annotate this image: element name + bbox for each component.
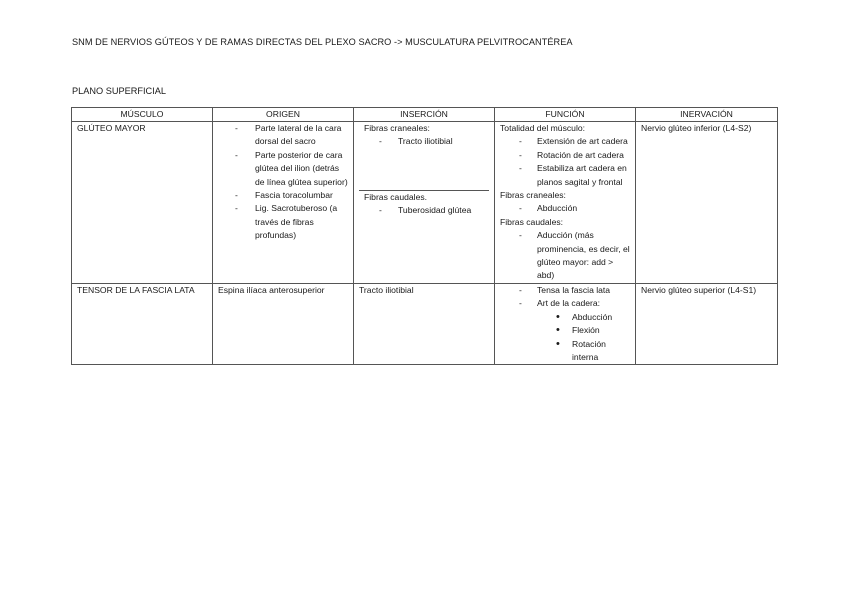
list-item: - Lig. Sacrotuberoso (a través de fibras profundas): [218, 202, 348, 242]
list-item: • Abducción: [500, 311, 630, 324]
list-item: - Parte posterior de cara glútea del ilion (detrás de línea glútea superior): [218, 149, 348, 189]
list-item: - Tuberosidad glútea: [364, 204, 484, 217]
section-heading: PLANO SUPERFICIAL: [72, 86, 166, 96]
function-cranial-label: Fibras craneales:: [500, 190, 566, 201]
list-item: - Extensión de art cadera: [500, 135, 630, 148]
table-row: [72, 283, 778, 364]
function-caudal-label: Fibras caudales:: [500, 216, 564, 227]
header-insertion: INSERCIÓN: [354, 108, 495, 122]
insertion-cranial-section: [359, 122, 489, 191]
header-function: FUNCIÓN: [495, 108, 636, 122]
list-item: - Rotación de art cadera: [500, 149, 630, 162]
list-item: • Flexión: [500, 324, 630, 337]
header-origin: ORIGEN: [213, 108, 354, 122]
document-title: SNM DE NERVIOS GÚTEOS Y DE RAMAS DIRECTAS DEL PLEXO SACRO -> MUSCULATURA PELVITROCANTÉREA: [72, 37, 573, 47]
function-cell: [495, 122, 636, 284]
table-row: [72, 122, 778, 284]
list-item: - Parte lateral de la cara dorsal del sacro: [218, 122, 348, 149]
innervation-cell: Nervio glúteo inferior (L4-S2): [636, 122, 778, 284]
origin-list: [218, 122, 348, 243]
muscle-cell: TENSOR DE LA FASCIA LATA: [72, 283, 213, 364]
list-item: - Tracto iliotibial: [364, 135, 484, 148]
insertion-cell: Tracto iliotibial: [354, 283, 495, 364]
list-item: - Art de la cadera:: [500, 297, 630, 310]
list-item: • Rotación interna: [500, 338, 630, 365]
list-item: - Tensa la fascia lata: [500, 284, 630, 297]
muscle-cell: GLÚTEO MAYOR: [72, 122, 213, 284]
insertion-cell: [354, 122, 495, 284]
function-whole-label: Totalidad del músculo:: [500, 123, 586, 133]
list-item: - Aducción (más prominencia, es decir, el glúteo mayor: add > abd): [500, 229, 630, 283]
table-header-row: [72, 108, 778, 122]
insertion-cranial-label: Fibras craneales:: [364, 123, 430, 133]
muscle-table: [71, 107, 778, 365]
list-item: - Fascia toracolumbar: [218, 189, 348, 202]
origin-cell: [213, 122, 354, 284]
sub-bullet-list: [500, 311, 630, 365]
innervation-cell: Nervio glúteo superior (L4-S1): [636, 283, 778, 364]
header-muscle: MÚSCULO: [72, 108, 213, 122]
insertion-caudal-section: [359, 191, 489, 218]
insertion-caudal-label: Fibras caudales.: [364, 192, 428, 202]
origin-cell: Espina ilíaca anterosuperior: [213, 283, 354, 364]
list-item: - Estabiliza art cadera en planos sagital y frontal: [500, 162, 630, 189]
list-item: - Abducción: [500, 202, 630, 215]
function-cell: [495, 283, 636, 364]
header-innervation: INERVACIÓN: [636, 108, 778, 122]
